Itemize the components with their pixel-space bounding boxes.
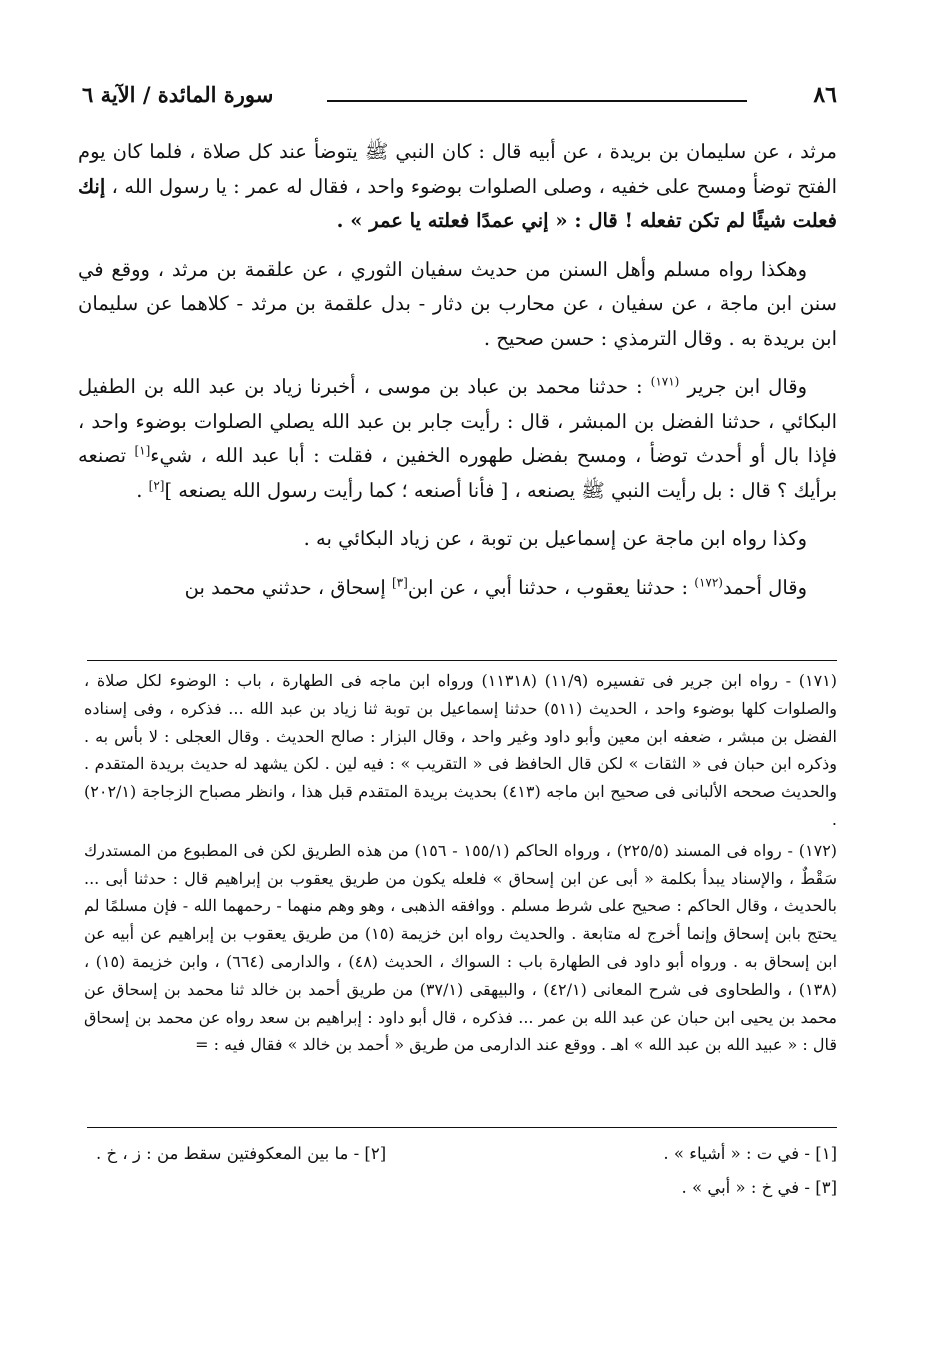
paragraph-5-text-b: : حدثنا يعقوب ، حدثنا أبي ، عن ابن bbox=[407, 575, 695, 599]
main-text bbox=[78, 135, 837, 619]
paragraph-5-text-a: وقال أحمد bbox=[722, 575, 807, 599]
paragraph-3-text-d: . bbox=[136, 478, 149, 502]
header-rule bbox=[327, 100, 747, 102]
footnote-text: رواه فى المسند (٢٢٥/٥) ، ورواه الحاكم (١٥٥/١ - ١٥٦) من هذه الطريق لكن فى المطبوع من المستدرك سَقْطٌ ، والإسناد يبدأ بكلمة « أبى عن ابن إسحاق » فلعله يكون من طريق يعقوب بن إبراهيم قال : حدثنا أبى ... بالحديث ، وقال الحاكم : صحيح على شرط مسلم . ووافقه الذهبى ، وهو وهم منهما - رحمهما الله - فإن مسلمًا لم يحتج بابن إسحاق وإنما أخرج له متابعة . والحديث رواه ابن خزيمة (١٥) من طريق يعقوب بن إبراهيم عن أبيه عن ابن إسحاق به . ورواه أبو داود فى الطهارة باب : السواك ، الحديث (٤٨) ، والدارمى (٦٦٤) ، وابن خزيمة (١٥) ، (١٣٨) ، والطحاوى فى شرح المعانى (٤٢/١) ، والبيهقى (٣٧/١) من طريق أحمد بن خالد ثنا محمد بن إسحاق عن محمد بن يحيى ابن حبان عن عبد الله بن عمر ... فذكره ، قال أبو داود : إبراهيم بن سعد رواه عن محمد بن إسحاق قال : « عبيد الله بن عبد الله » اهـ . ووقع عند الدارمى من طريق « أحمد بن خالد » فقال فيه : = bbox=[84, 840, 838, 1055]
paragraph-4: وكذا رواه ابن ماجة عن إسماعيل بن توبة ، عن زياد البكائي به . bbox=[303, 527, 807, 550]
footnote-ref-172: (١٧٢) bbox=[694, 575, 723, 589]
variant-ref-3: [٣] bbox=[391, 575, 408, 589]
page-number: ٨٦ bbox=[813, 82, 837, 108]
paragraph-3-text-a: وقال ابن جرير bbox=[679, 375, 807, 398]
footnote-number: (١٧١) - bbox=[785, 671, 838, 690]
footnote-text: رواه ابن جرير فى تفسيره (١١/٩) (١١٣١٨) ورواه ابن ماجه فى الطهارة ، باب : الوضوء لكل صلاة ، والصلوات كلها بوضوء واحد ، الحديث (٥١١) حدثنا إسماعيل بن توبة ثنا زياد بن عبد الله ... فذكره ، وفى إسناده الفضل بن مبشر ، ضعفه ابن معين وأبو داود وغير واحد ، وقال البزار : صالح الحديث . وقال العجلى : لا بأس به . وذكره ابن حبان فى « الثقات » لكن قال الحافظ فى « التقريب » : فيه لين . لكن يشهد له حديث بريدة المتقدم . والحديث صححه الألبانى فى صحيح ابن ماجه (٤١٣) بحديث بريدة المتقدم قبل هذا ، وانظر مصباح الزجاجة (٢٠٢/١) . bbox=[84, 671, 837, 829]
variant-ref-2: [٢] bbox=[148, 478, 165, 492]
surah-title: سورة المائدة / الآية ٦ bbox=[82, 82, 274, 107]
variant-1: [١] - في ت : « أشياء » . bbox=[663, 1144, 837, 1163]
manuscript-variants bbox=[96, 1137, 837, 1205]
page-header bbox=[82, 82, 837, 116]
paragraph-2: وهكذا رواه مسلم وأهل السنن من حديث سفيان الثوري ، عن علقمة بن مرثد ، ووقع في سنن ابن ماجة ، عن سفيان ، عن محارب بن دثار - بدل علقمة بن مرثد - كلاهما عن سليمان ابن بريدة به . وقال الترمذي : حسن صحيح . bbox=[78, 257, 837, 350]
variants-row-1 bbox=[96, 1137, 837, 1171]
variant-ref-1: [١] bbox=[134, 443, 151, 458]
footnotes bbox=[84, 667, 837, 1062]
paragraph-5-text-c: إسحاق ، حدثني محمد بن bbox=[184, 575, 392, 599]
paragraph-1 bbox=[78, 135, 837, 239]
variants-divider bbox=[87, 1127, 837, 1128]
paragraph-3-text-c: تصنعه برأيك ؟ قال : بل رأيت النبي ﷺ يصنعه ، [ فأنا أصنعه ؛ كما رأيت رسول الله يصنعه ] bbox=[78, 444, 837, 502]
footnote-171 bbox=[84, 667, 837, 834]
footnote-172 bbox=[84, 837, 837, 1059]
variants-row-2 bbox=[96, 1171, 837, 1205]
paragraph-5 bbox=[78, 571, 837, 606]
variant-3: [٣] - في خ : « أبي » . bbox=[681, 1178, 837, 1197]
footnote-number: (١٧٢) - bbox=[787, 840, 838, 860]
paragraph-3-text-b: : حدثنا محمد بن عباد بن موسى ، أخبرنا زياد بن عبد الله بن الطفيل البكائي ، حدثنا الفضل بن المبشر ، قال : رأيت جابر بن عبد الله يصلي الصلوات بوضوء واحد ، فإذا بال أو أحدث توضأ ، ومسح بفضل طهوره الخفين ، فقلت : أبا عبد الله ، شيء bbox=[78, 375, 837, 467]
paragraph-1-bold-text: إنك فعلت شيئًا لم تكن تفعله ! قال : « إني عمدًا فعلته يا عمر » . bbox=[78, 174, 837, 232]
footnote-divider bbox=[87, 660, 837, 661]
footnote-ref-171: (١٧١) bbox=[650, 374, 680, 389]
variant-2: [٢] - ما بين المعكوفتين سقط من : ز ، خ . bbox=[96, 1144, 387, 1163]
paragraph-3 bbox=[78, 370, 837, 508]
paragraph-1-text: مرثد ، عن سليمان بن بريدة ، عن أبيه قال : كان النبي ﷺ يتوضأ عند كل صلاة ، فلما كان يوم الفتح توضأ ومسح على خفيه ، وصلى الصلوات بوضوء واحد ، فقال له عمر : يا رسول الله ، bbox=[78, 140, 837, 198]
